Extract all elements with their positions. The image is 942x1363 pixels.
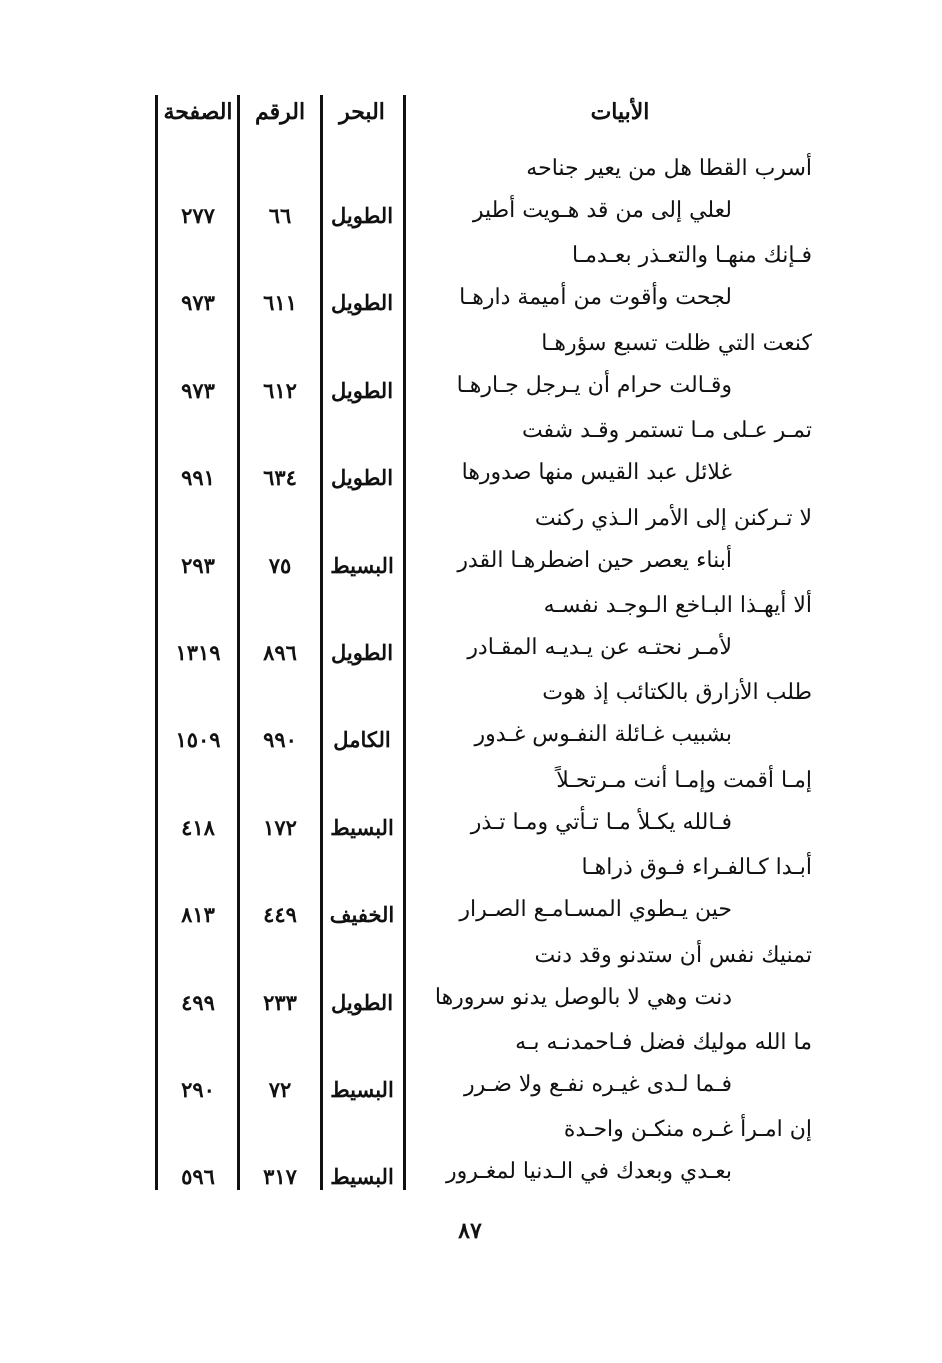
table-row: [0, 150, 942, 237]
table-row: [0, 412, 942, 499]
verse-second-hemistich: أبناء يعصر حين اضطرهـا القدر: [457, 547, 732, 573]
meter-cell: البسيط: [330, 814, 394, 840]
page-cell: ٤١٨: [181, 814, 215, 840]
meter-cell: الخفيف: [329, 902, 395, 928]
header-page: الصفحة: [163, 99, 233, 125]
number-cell: ١٧٢: [263, 814, 297, 840]
table-row: [0, 237, 942, 324]
number-cell: ٦١٢: [263, 377, 297, 403]
verse-second-hemistich: بعـدي وبعدك في الـدنيا لمغـرور: [446, 1159, 732, 1185]
meter-cell: الطويل: [330, 290, 394, 316]
table-row: [0, 500, 942, 587]
verse-first-hemistich: طلب الأزارق بالكتائب إذ هوت: [542, 680, 812, 706]
number-cell: ٨٩٦: [263, 639, 297, 665]
page-cell: ٩٩١: [181, 465, 215, 491]
verse-first-hemistich: تمنيك نفس أن ستدنو وقد دنت: [534, 942, 812, 968]
number-cell: ٤٤٩: [263, 902, 297, 928]
page-cell: ١٣١٩: [175, 639, 221, 665]
verse-first-hemistich: إمـا أقمت وإمـا أنت مـرتحـلاً: [556, 767, 812, 793]
verse-first-hemistich: أسرب القطا هل من يعير جناحه: [526, 156, 812, 181]
number-cell: ٧٢: [268, 1076, 292, 1102]
number-cell: ٧٥: [268, 552, 292, 578]
meter-cell: الكامل: [333, 727, 391, 753]
table-row: [0, 674, 942, 761]
meter-cell: الطويل: [330, 377, 394, 403]
page-cell: ٩٧٣: [181, 377, 215, 403]
page-cell: ٢٧٧: [181, 203, 215, 228]
page-cell: ١٥٠٩: [175, 727, 221, 753]
header-meter: البحر: [339, 99, 385, 125]
meter-cell: الطويل: [330, 465, 394, 491]
page-cell: ٢٩٠: [181, 1076, 215, 1102]
verse-second-hemistich: لجحت وأقوت من أميمة دارهـا: [459, 285, 732, 311]
table-row: [0, 849, 942, 936]
meter-cell: البسيط: [330, 1164, 394, 1190]
table-row: [0, 937, 942, 1024]
number-cell: ٢٣٣: [263, 989, 297, 1015]
verse-first-hemistich: أبـدا كـالفـراء فـوق ذراهـا: [581, 855, 812, 881]
meter-cell: الطويل: [330, 989, 394, 1015]
meter-cell: الطويل: [330, 639, 394, 665]
page-cell: ٥٩٦: [181, 1164, 215, 1190]
verse-first-hemistich: تمـر عـلى مـا تستمر وقـد شفت: [521, 418, 812, 444]
number-cell: ٩٩٠: [263, 727, 297, 753]
verse-first-hemistich: ألا أيهـذا البـاخع الـوجـد نفسـه: [543, 592, 812, 618]
page-cell: ٨١٣: [181, 902, 215, 928]
meter-cell: البسيط: [330, 1076, 394, 1102]
table-row: [0, 1024, 942, 1111]
meter-cell: البسيط: [330, 552, 394, 578]
verse-second-hemistich: فـالله يكـلأ مـا تـأتي ومـا تـذر: [470, 809, 732, 835]
verse-second-hemistich: فـما لـدى غيـره نفـع ولا ضـرر: [464, 1071, 732, 1097]
header-verses: الأبيات: [590, 99, 650, 125]
number-cell: ٦١١: [263, 290, 297, 316]
table-row: [0, 762, 942, 849]
verse-first-hemistich: إن امـرأ غـره منكـن واحـدة: [563, 1117, 812, 1143]
verse-second-hemistich: لعلي إلى من قد هـويت أطير: [472, 198, 732, 223]
page-cell: ٤٩٩: [181, 989, 215, 1015]
table-row: [0, 1111, 942, 1198]
verse-second-hemistich: حين يـطوي المسـامـع الصـرار: [459, 897, 732, 923]
table-row: [0, 325, 942, 412]
number-cell: ٦٣٤: [263, 465, 297, 491]
verse-index-table: [0, 150, 942, 1199]
verse-first-hemistich: فـإنك منهـا والتعـذر بعـدمـا: [572, 243, 812, 269]
header-number: الرقم: [254, 99, 306, 125]
table-row: [0, 587, 942, 674]
verse-first-hemistich: كنعت التي ظلت تسبع سؤرهـا: [541, 330, 812, 356]
verse-second-hemistich: دنت وهي لا بالوصل يدنو سرورها: [434, 984, 732, 1010]
number-cell: ٦٦: [268, 203, 292, 228]
page-number: ٨٧: [458, 1218, 482, 1244]
verse-second-hemistich: بشبيب غـائلة النفـوس غـدور: [474, 722, 732, 748]
verse-first-hemistich: ما الله موليك فضل فـاحمدنـه بـه: [515, 1029, 812, 1055]
verse-second-hemistich: غلائل عبد القيس منها صدورها: [461, 460, 732, 486]
verse-first-hemistich: لا تـركنن إلى الأمر الـذي ركنت: [534, 505, 812, 531]
page-cell: ٢٩٣: [181, 552, 215, 578]
page-cell: ٩٧٣: [181, 290, 215, 316]
verse-second-hemistich: لأمـر نحتـه عن يـديـه المقـادر: [467, 634, 732, 660]
meter-cell: الطويل: [330, 203, 394, 228]
number-cell: ٣١٧: [263, 1164, 297, 1190]
verse-second-hemistich: وقـالت حرام أن يـرجل جـارهـا: [456, 372, 732, 398]
